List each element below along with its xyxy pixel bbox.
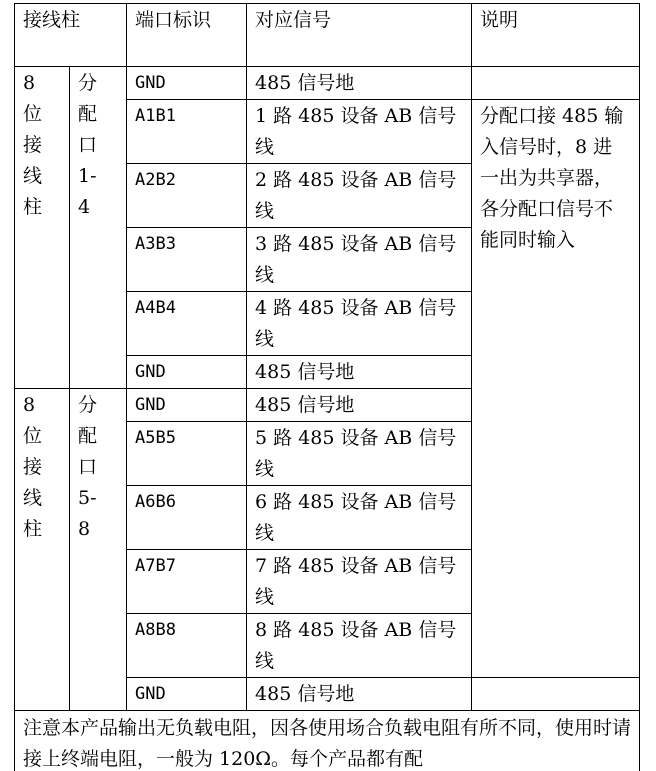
group2-ports-char: 分 bbox=[78, 394, 98, 416]
port-id-cell: A2B2 bbox=[127, 164, 247, 228]
port-id-cell: A5B5 bbox=[127, 422, 247, 486]
port-id-cell: A8B8 bbox=[127, 614, 247, 678]
group2-ports-char: 5- bbox=[78, 487, 97, 509]
group1-terminal-char: 8 bbox=[23, 72, 36, 94]
group1-ports-char: 口 bbox=[78, 134, 98, 156]
group2-ports-char: 8 bbox=[78, 518, 91, 540]
port-id-cell: GND bbox=[127, 356, 247, 389]
group1-ports-char: 配 bbox=[78, 103, 98, 125]
group2-terminal-char: 8 bbox=[23, 394, 36, 416]
group1-terminal-char: 位 bbox=[23, 103, 43, 125]
group2-terminal-char: 位 bbox=[23, 425, 43, 447]
port-id-cell: GND bbox=[127, 678, 247, 711]
group1-terminal-char: 柱 bbox=[23, 196, 43, 218]
header-terminal: 接线柱 bbox=[15, 4, 127, 67]
group2-terminal-cell bbox=[15, 389, 70, 711]
port-id-cell: A6B6 bbox=[127, 486, 247, 550]
port-id-cell: A7B7 bbox=[127, 550, 247, 614]
signal-cell: 3 路 485 设备 AB 信号线 bbox=[247, 228, 472, 292]
port-id-cell: A4B4 bbox=[127, 292, 247, 356]
group1-ports-char: 4 bbox=[78, 196, 91, 218]
signal-cell: 1 路 485 设备 AB 信号线 bbox=[247, 100, 472, 164]
group1-ports-char: 分 bbox=[78, 72, 98, 94]
signal-cell: 5 路 485 设备 AB 信号线 bbox=[247, 422, 472, 486]
signal-cell: 6 路 485 设备 AB 信号线 bbox=[247, 486, 472, 550]
port-id-cell: GND bbox=[127, 389, 247, 422]
port-id-cell: GND bbox=[127, 67, 247, 100]
header-row bbox=[15, 4, 640, 67]
header-signal: 对应信号 bbox=[247, 4, 472, 67]
group1-terminal-cell bbox=[15, 67, 70, 389]
group2-ports-char: 配 bbox=[78, 425, 98, 447]
port-id-cell: A1B1 bbox=[127, 100, 247, 164]
group2-ports-cell bbox=[70, 389, 127, 711]
group1-terminal-char: 接 bbox=[23, 134, 43, 156]
description-empty-cell bbox=[472, 678, 640, 711]
group2-terminal-char: 线 bbox=[23, 487, 43, 509]
signal-cell: 2 路 485 设备 AB 信号线 bbox=[247, 164, 472, 228]
signal-cell: 8 路 485 设备 AB 信号线 bbox=[247, 614, 472, 678]
signal-cell: 485 信号地 bbox=[247, 356, 472, 389]
group2-terminal-char: 接 bbox=[23, 456, 43, 478]
group2-ports-char: 口 bbox=[78, 456, 98, 478]
group1-ports-char: 1- bbox=[78, 165, 97, 187]
description-empty-cell bbox=[472, 67, 640, 100]
group1-terminal-char: 线 bbox=[23, 165, 43, 187]
port-id-cell: A3B3 bbox=[127, 228, 247, 292]
wiring-table bbox=[14, 3, 640, 771]
signal-cell: 485 信号地 bbox=[247, 67, 472, 100]
footer-row bbox=[15, 711, 640, 771]
signal-cell: 485 信号地 bbox=[247, 389, 472, 422]
signal-cell: 7 路 485 设备 AB 信号线 bbox=[247, 550, 472, 614]
header-port-id: 端口标识 bbox=[127, 4, 247, 67]
group1-ports-cell bbox=[70, 67, 127, 389]
signal-cell: 485 信号地 bbox=[247, 678, 472, 711]
header-description: 说明 bbox=[472, 4, 640, 67]
table-row bbox=[15, 67, 640, 100]
group2-terminal-char: 柱 bbox=[23, 518, 43, 540]
signal-cell: 4 路 485 设备 AB 信号线 bbox=[247, 292, 472, 356]
description-cell: 分配口接 485 输入信号时，8 进一出为共享器，各分配口信号不能同时输入 bbox=[472, 100, 640, 678]
footer-note: 注意本产品输出无负载电阻，因各使用场合负载电阻有所不同，使用时请接上终端电阻，一般为 120Ω。每个产品都有配 bbox=[15, 711, 640, 771]
